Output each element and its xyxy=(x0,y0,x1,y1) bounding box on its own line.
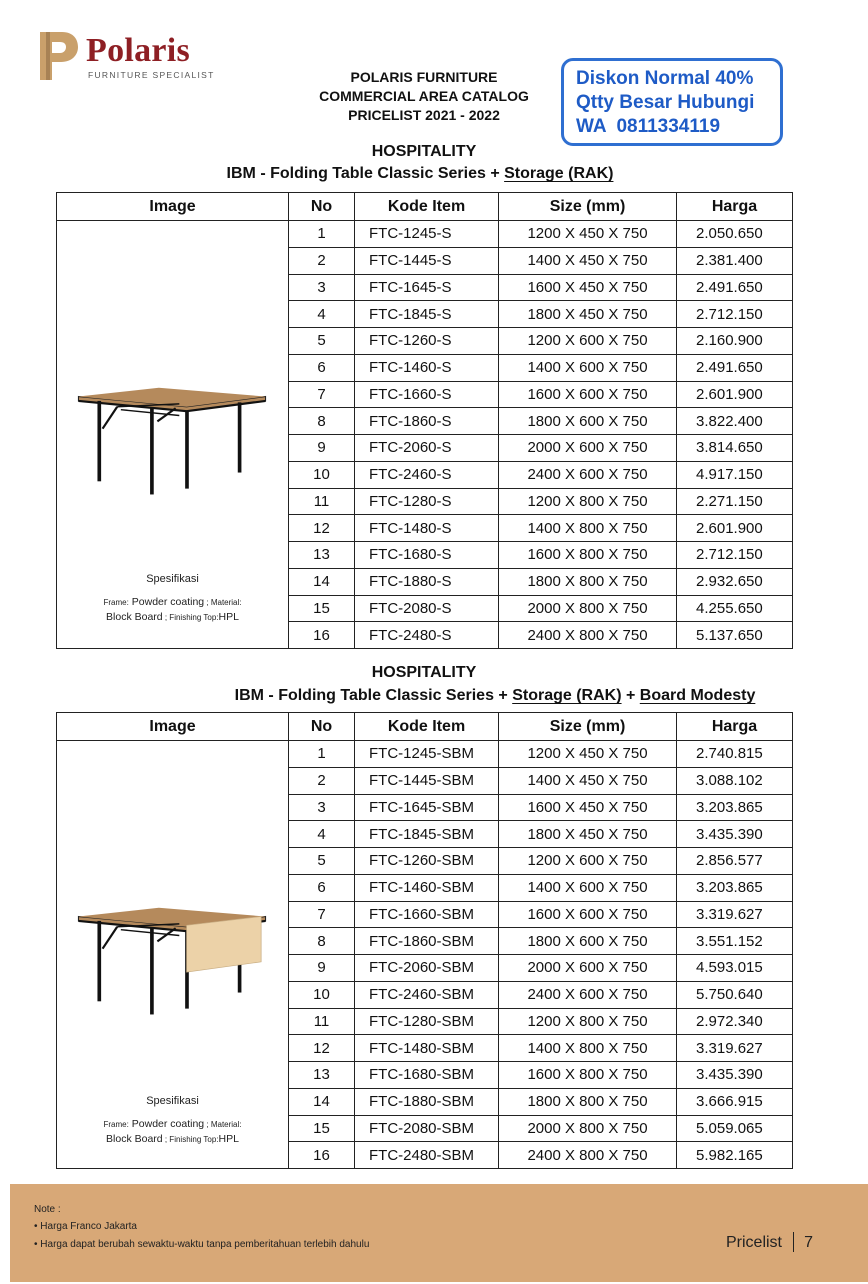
cell-size: 1200 X 800 X 750 xyxy=(499,488,677,515)
page-label: Pricelist xyxy=(725,1234,782,1251)
cell-price: 2.972.340 xyxy=(677,1008,793,1035)
cell-no: 13 xyxy=(289,1062,355,1089)
cell-size: 1400 X 600 X 750 xyxy=(499,874,677,901)
table-header-row xyxy=(57,193,793,221)
header-size: Size (mm) xyxy=(499,713,677,741)
cell-code: FTC-1280-SBM xyxy=(355,1008,499,1035)
cell-no: 12 xyxy=(289,1035,355,1062)
cell-code: FTC-2460-SBM xyxy=(355,981,499,1008)
header-size: Size (mm) xyxy=(499,193,677,221)
cell-code: FTC-1480-S xyxy=(355,515,499,542)
discount-box xyxy=(561,58,783,146)
cell-price: 2.271.150 xyxy=(677,488,793,515)
note-item-2: • Harga dapat berubah sewaktu-waktu tanpa pemberitahuan terlebih dahulu xyxy=(34,1239,370,1250)
table-header-row xyxy=(57,713,793,741)
cell-size: 2000 X 800 X 750 xyxy=(499,595,677,622)
page-number: 7 xyxy=(804,1234,813,1251)
cell-price: 2.601.900 xyxy=(677,381,793,408)
section-1-category: HOSPITALITY xyxy=(371,143,477,160)
cell-size: 1200 X 600 X 750 xyxy=(499,848,677,875)
section-2-subtitle-plus: + xyxy=(621,687,640,704)
cell-code: FTC-2080-SBM xyxy=(355,1115,499,1142)
cell-price: 5.982.165 xyxy=(677,1142,793,1169)
cell-size: 1200 X 600 X 750 xyxy=(499,328,677,355)
catalog-line-3: PRICELIST 2021 - 2022 xyxy=(348,107,500,123)
note-item-1: • Harga Franco Jakarta xyxy=(34,1221,137,1232)
catalog-heading xyxy=(280,68,568,125)
cell-size: 1400 X 450 X 750 xyxy=(499,247,677,274)
cell-no: 12 xyxy=(289,515,355,542)
spec-material-value: Block Board xyxy=(106,611,163,623)
cell-size: 2000 X 600 X 750 xyxy=(499,955,677,982)
cell-no: 15 xyxy=(289,595,355,622)
cell-price: 2.491.650 xyxy=(677,354,793,381)
spec-material-value: Block Board xyxy=(106,1133,163,1145)
cell-no: 14 xyxy=(289,568,355,595)
cell-no: 9 xyxy=(289,955,355,982)
cell-size: 2000 X 600 X 750 xyxy=(499,435,677,462)
cell-size: 2000 X 800 X 750 xyxy=(499,1115,677,1142)
cell-price: 2.050.650 xyxy=(677,221,793,248)
spec-details xyxy=(57,595,288,625)
cell-size: 1800 X 450 X 750 xyxy=(499,821,677,848)
cell-code: FTC-1460-S xyxy=(355,354,499,381)
cell-code: FTC-1660-S xyxy=(355,381,499,408)
cell-size: 2400 X 800 X 750 xyxy=(499,622,677,649)
cell-size: 1600 X 600 X 750 xyxy=(499,381,677,408)
cell-price: 3.088.102 xyxy=(677,767,793,794)
cell-price: 3.203.865 xyxy=(677,794,793,821)
header-no: No xyxy=(289,713,355,741)
cell-price: 4.593.015 xyxy=(677,955,793,982)
cell-size: 1200 X 450 X 750 xyxy=(499,741,677,768)
section-2-subtitle-prefix: IBM - Folding Table Classic Series + xyxy=(234,687,513,704)
cell-price: 3.822.400 xyxy=(677,408,793,435)
cell-no: 11 xyxy=(289,1008,355,1035)
cell-code: FTC-1860-S xyxy=(355,408,499,435)
spec-finish-value: HPL xyxy=(218,1133,239,1145)
cell-code: FTC-1460-SBM xyxy=(355,874,499,901)
cell-size: 2400 X 600 X 750 xyxy=(499,981,677,1008)
cell-code: FTC-1245-SBM xyxy=(355,741,499,768)
cell-code: FTC-2080-S xyxy=(355,595,499,622)
header-price: Harga xyxy=(677,713,793,741)
cell-code: FTC-2060-SBM xyxy=(355,955,499,982)
section-2-subtitle xyxy=(160,687,830,705)
cell-code: FTC-1260-SBM xyxy=(355,848,499,875)
spec-heading: Spesifikasi xyxy=(146,1095,199,1107)
catalog-line-2: COMMERCIAL AREA CATALOG xyxy=(319,88,529,104)
cell-no: 2 xyxy=(289,247,355,274)
spec-finish-label: ; Finishing Top: xyxy=(162,1135,219,1144)
price-table-2 xyxy=(56,712,793,1169)
cell-code: FTC-1680-SBM xyxy=(355,1062,499,1089)
cell-code: FTC-1245-S xyxy=(355,221,499,248)
cell-no: 11 xyxy=(289,488,355,515)
cell-no: 16 xyxy=(289,1142,355,1169)
polaris-p-logo-icon xyxy=(36,28,82,84)
cell-no: 13 xyxy=(289,542,355,569)
table-body xyxy=(57,741,793,1169)
note-title: Note : xyxy=(34,1204,61,1215)
cell-no: 5 xyxy=(289,328,355,355)
cell-code: FTC-2480-SBM xyxy=(355,1142,499,1169)
spec-frame-label: Frame: xyxy=(103,1120,129,1129)
folding-table-image xyxy=(77,881,267,1031)
cell-code: FTC-1845-S xyxy=(355,301,499,328)
spec-frame-label: Frame: xyxy=(103,598,129,607)
cell-price: 3.319.627 xyxy=(677,1035,793,1062)
cell-size: 1400 X 600 X 750 xyxy=(499,354,677,381)
cell-code: FTC-1680-S xyxy=(355,542,499,569)
cell-price: 2.712.150 xyxy=(677,542,793,569)
cell-price: 5.750.640 xyxy=(677,981,793,1008)
cell-size: 1400 X 800 X 750 xyxy=(499,515,677,542)
spec-frame-value: Powder coating xyxy=(131,1118,205,1130)
cell-no: 15 xyxy=(289,1115,355,1142)
cell-price: 4.917.150 xyxy=(677,461,793,488)
cell-price: 3.435.390 xyxy=(677,1062,793,1089)
header-price: Harga xyxy=(677,193,793,221)
cell-size: 1600 X 450 X 750 xyxy=(499,794,677,821)
cell-size: 1800 X 450 X 750 xyxy=(499,301,677,328)
spec-frame-value: Powder coating xyxy=(131,596,205,608)
cell-price: 3.435.390 xyxy=(677,821,793,848)
cell-code: FTC-1445-SBM xyxy=(355,767,499,794)
page-separator xyxy=(793,1232,795,1252)
footer-band xyxy=(10,1184,868,1282)
cell-code: FTC-2460-S xyxy=(355,461,499,488)
cell-no: 3 xyxy=(289,794,355,821)
cell-price: 3.319.627 xyxy=(677,901,793,928)
cell-size: 1400 X 450 X 750 xyxy=(499,767,677,794)
cell-price: 2.856.577 xyxy=(677,848,793,875)
header-image: Image xyxy=(57,193,289,221)
cell-no: 5 xyxy=(289,848,355,875)
cell-size: 1600 X 450 X 750 xyxy=(499,274,677,301)
spec-finish-label: ; Finishing Top: xyxy=(162,613,219,622)
cell-price: 2.932.650 xyxy=(677,568,793,595)
table-row xyxy=(57,221,793,248)
cell-code: FTC-1860-SBM xyxy=(355,928,499,955)
cell-size: 2400 X 600 X 750 xyxy=(499,461,677,488)
catalog-line-1: POLARIS FURNITURE xyxy=(350,69,498,85)
price-table-1 xyxy=(56,192,793,649)
cell-size: 1800 X 800 X 750 xyxy=(499,568,677,595)
product-image-cell xyxy=(57,741,289,1169)
header-no: No xyxy=(289,193,355,221)
cell-size: 1200 X 450 X 750 xyxy=(499,221,677,248)
section-1-subtitle-prefix: IBM - Folding Table Classic Series + xyxy=(226,165,505,182)
discount-line-1: Diskon Normal 40% xyxy=(576,68,754,89)
cell-no: 8 xyxy=(289,928,355,955)
spec-material-label: ; Material: xyxy=(204,598,242,607)
cell-code: FTC-1645-S xyxy=(355,274,499,301)
cell-price: 2.601.900 xyxy=(677,515,793,542)
cell-code: FTC-1880-S xyxy=(355,568,499,595)
cell-size: 1800 X 600 X 750 xyxy=(499,928,677,955)
spec-heading: Spesifikasi xyxy=(146,573,199,585)
header-code: Kode Item xyxy=(355,713,499,741)
cell-no: 8 xyxy=(289,408,355,435)
cell-code: FTC-1480-SBM xyxy=(355,1035,499,1062)
cell-code: FTC-1260-S xyxy=(355,328,499,355)
cell-size: 1600 X 600 X 750 xyxy=(499,901,677,928)
cell-price: 2.491.650 xyxy=(677,274,793,301)
cell-size: 1800 X 800 X 750 xyxy=(499,1088,677,1115)
cell-price: 2.740.815 xyxy=(677,741,793,768)
cell-no: 1 xyxy=(289,741,355,768)
cell-code: FTC-1660-SBM xyxy=(355,901,499,928)
cell-no: 1 xyxy=(289,221,355,248)
cell-price: 3.814.650 xyxy=(677,435,793,462)
spec-finish-value: HPL xyxy=(218,611,239,623)
cell-code: FTC-1445-S xyxy=(355,247,499,274)
brand-logo xyxy=(36,28,236,88)
cell-no: 2 xyxy=(289,767,355,794)
cell-size: 2400 X 800 X 750 xyxy=(499,1142,677,1169)
cell-price: 5.059.065 xyxy=(677,1115,793,1142)
cell-code: FTC-2060-S xyxy=(355,435,499,462)
cell-no: 7 xyxy=(289,381,355,408)
cell-size: 1200 X 800 X 750 xyxy=(499,1008,677,1035)
product-image-cell xyxy=(57,221,289,649)
cell-size: 1400 X 800 X 750 xyxy=(499,1035,677,1062)
section-1-subtitle xyxy=(120,165,720,183)
header-code: Kode Item xyxy=(355,193,499,221)
cell-no: 7 xyxy=(289,901,355,928)
spec-details xyxy=(57,1117,288,1147)
cell-price: 3.551.152 xyxy=(677,928,793,955)
brand-name: Polaris xyxy=(86,32,191,69)
section-2-category: HOSPITALITY xyxy=(371,664,477,681)
cell-code: FTC-1645-SBM xyxy=(355,794,499,821)
cell-no: 6 xyxy=(289,874,355,901)
cell-price: 2.160.900 xyxy=(677,328,793,355)
cell-code: FTC-1880-SBM xyxy=(355,1088,499,1115)
cell-no: 14 xyxy=(289,1088,355,1115)
table-row xyxy=(57,741,793,768)
brand-tagline: FURNITURE SPECIALIST xyxy=(88,70,215,80)
header-image: Image xyxy=(57,713,289,741)
cell-price: 2.712.150 xyxy=(677,301,793,328)
section-2-subtitle-storage: Storage (RAK) xyxy=(512,687,622,704)
cell-no: 3 xyxy=(289,274,355,301)
cell-size: 1600 X 800 X 750 xyxy=(499,542,677,569)
cell-size: 1800 X 600 X 750 xyxy=(499,408,677,435)
cell-no: 4 xyxy=(289,301,355,328)
spec-material-label: ; Material: xyxy=(204,1120,242,1129)
section-2-subtitle-board: Board Modesty xyxy=(639,687,756,704)
cell-price: 2.381.400 xyxy=(677,247,793,274)
cell-price: 3.666.915 xyxy=(677,1088,793,1115)
cell-code: FTC-1845-SBM xyxy=(355,821,499,848)
cell-no: 10 xyxy=(289,981,355,1008)
section-1-subtitle-storage: Storage (RAK) xyxy=(504,165,614,182)
cell-size: 1600 X 800 X 750 xyxy=(499,1062,677,1089)
cell-no: 10 xyxy=(289,461,355,488)
cell-price: 3.203.865 xyxy=(677,874,793,901)
cell-no: 4 xyxy=(289,821,355,848)
cell-price: 5.137.650 xyxy=(677,622,793,649)
cell-code: FTC-1280-S xyxy=(355,488,499,515)
discount-line-2: Qtty Besar Hubungi xyxy=(576,92,755,113)
cell-no: 16 xyxy=(289,622,355,649)
table-body xyxy=(57,221,793,649)
folding-table-image xyxy=(77,361,267,511)
cell-no: 9 xyxy=(289,435,355,462)
discount-line-3: WA 0811334119 xyxy=(576,116,721,137)
cell-price: 4.255.650 xyxy=(677,595,793,622)
cell-code: FTC-2480-S xyxy=(355,622,499,649)
cell-no: 6 xyxy=(289,354,355,381)
